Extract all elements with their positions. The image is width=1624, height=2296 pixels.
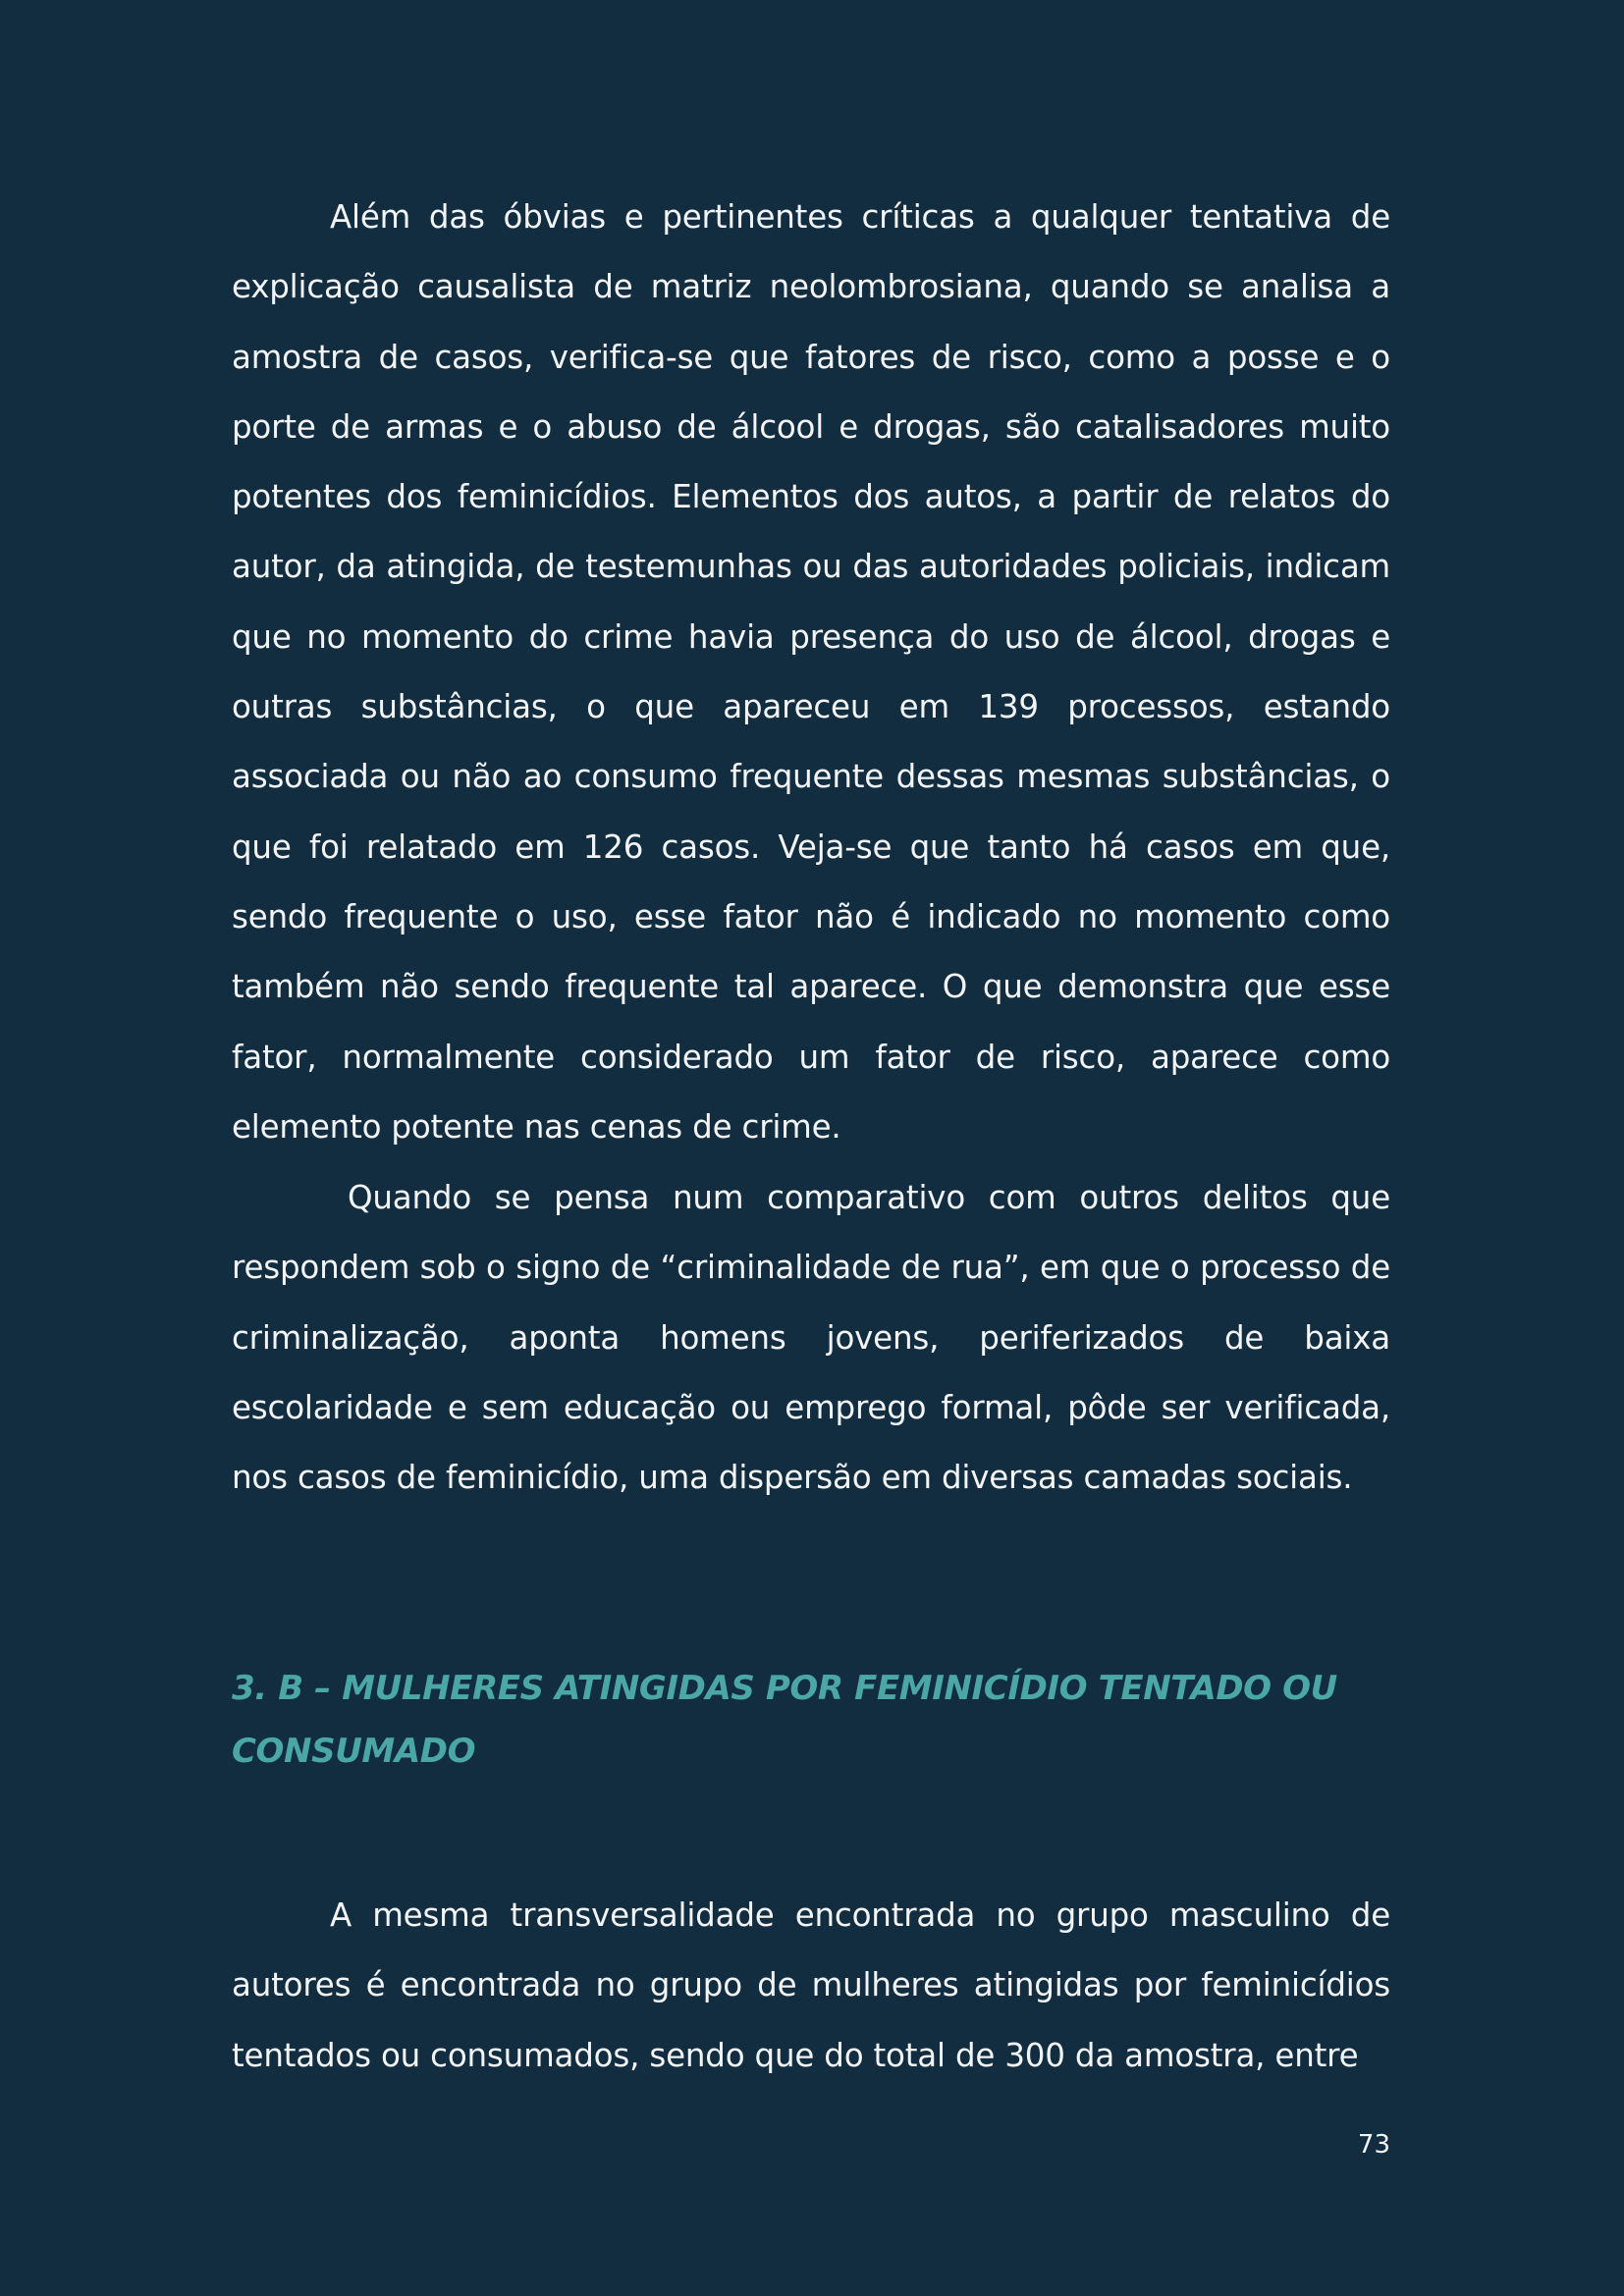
page-number: 73	[1357, 2130, 1390, 2160]
body-paragraph-1	[232, 183, 1390, 1162]
paragraph-text: Além das óbvias e pertinentes críticas a qualquer tentativa de explicação causalista de matriz neolombrosiana, quando se analisa a amostra de casos, verifica-se que fatores de risco, como a posse e o porte de armas e o abuso de álcool e drogas, são catalisadores muito potentes dos feminicídios. Elementos dos autos, a partir de relatos do autor, da atingida, de testemunhas ou das autoridades policiais, indicam que no momento do crime havia presença do uso de álcool, drogas e outras substâncias, o que apareceu em 139 processos, estando associada ou não ao consumo frequente dessas mesmas substâncias, o que foi relatado em 126 casos. Veja-se que tanto há casos em que, sendo frequente o uso, esse fator não é indicado no momento como também não sendo frequente tal aparece. O que demonstra que esse fator, normalmente considerado um fator de risco, aparece como elemento potente nas cenas de crime.	[232, 198, 1390, 1146]
section-heading: 3. B – MULHERES ATINGIDAS POR FEMINICÍDIO TENTADO OU CONSUMADO	[232, 1669, 1337, 1771]
paragraph-text: A mesma transversalidade encontrada no grupo masculino de autores é encontrada no grupo de mulheres atingidas por feminicídios tentados ou consumados, sendo que do total de 300 da amostra, entre	[232, 1896, 1390, 2074]
paragraph-text: Quando se pensa num comparativo com outros delitos que respondem sob o signo de “criminalidade de rua”, em que o processo de criminalização, aponta homens jovens, periferizados de baixa escolaridade e sem educação ou emprego formal, pôde ser verificada, nos casos de feminicídio, uma dispersão em diversas camadas sociais.	[232, 1179, 1390, 1497]
body-paragraph-3	[232, 1881, 1390, 2091]
body-paragraph-2	[232, 1163, 1390, 1513]
